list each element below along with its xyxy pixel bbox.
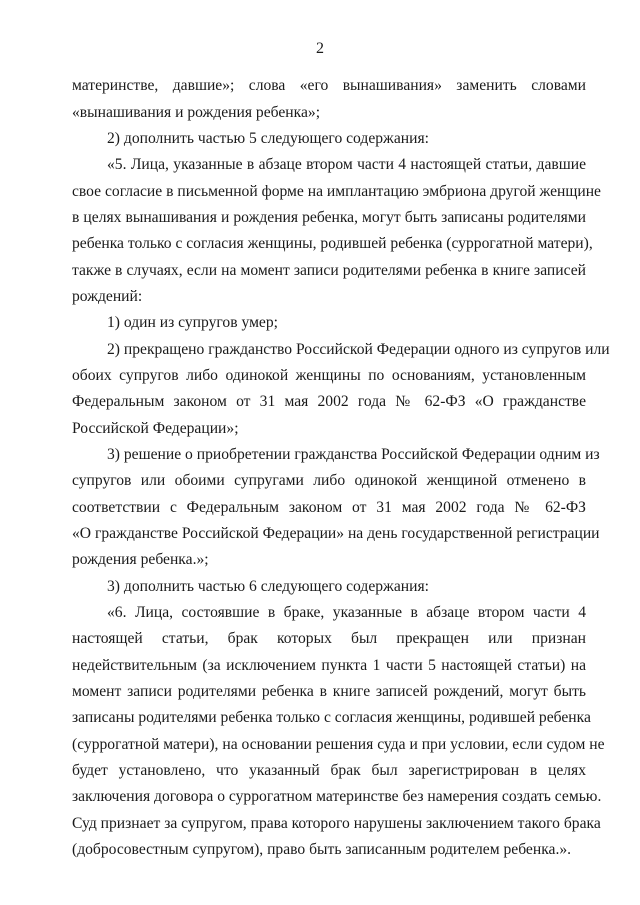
text-line-20: 3) дополнить частью 6 следующего содержания:: [107, 578, 429, 595]
text-line-26: (суррогатной матери), на основании решения суда и при условии, если судом не: [72, 736, 605, 753]
text-line-22: настоящей статьи, брак которых был прекращен или признан: [72, 630, 586, 647]
text-line-11: 2) прекращено гражданство Российской Федерации одного из супругов или: [107, 341, 610, 358]
text-line-21: «6. Лица, состоявшие в браке, указанные в абзаце втором части 4: [107, 604, 586, 621]
text-line-16: супругов или обоими супругами либо одинокой женщиной отменено в: [72, 472, 586, 489]
text-line-12: обоих супругов либо одинокой женщины по основаниям, установленным: [72, 367, 586, 384]
text-line-17: соответствии с Федеральным законом от 31 мая 2002 года № 62-ФЗ: [72, 499, 586, 516]
text-line-25: записаны родителями ребенка только с согласия женщины, родившей ребенка: [72, 709, 591, 726]
text-line-5: свое согласие в письменной форме на имплантацию эмбриона другой женщине: [72, 183, 601, 200]
text-line-28: заключения договора о суррогатном материнстве без намерения создать семью.: [72, 788, 602, 805]
text-line-27: будет установлено, что указанный брак был зарегистрирован в целях: [72, 762, 586, 779]
text-line-19: рождения ребенка.»;: [72, 551, 209, 568]
text-line-24: момент записи родителями ребенка в книге записей рождений, могут быть: [72, 683, 586, 700]
text-line-29: Суд признает за супругом, права которого нарушены заключением такого брака: [72, 815, 601, 832]
text-line-2: «вынашивания и рождения ребенка»;: [72, 104, 321, 121]
text-line-30: (добросовестным супругом), право быть записанным родителем ребенка.».: [72, 841, 572, 858]
text-line-14: Российской Федерации»;: [72, 420, 239, 437]
text-line-3: 2) дополнить частью 5 следующего содержания:: [107, 130, 429, 147]
text-line-15: 3) решение о приобретении гражданства Российской Федерации одним из: [107, 446, 600, 463]
text-line-4: «5. Лица, указанные в абзаце втором части 4 настоящей статьи, давшие: [107, 156, 586, 173]
page-number: 2: [316, 40, 324, 57]
text-line-6: в целях вынашивания и рождения ребенка, могут быть записаны родителями: [72, 209, 586, 226]
text-line-1: материнстве, давшие»; слова «его вынашивания» заменить словами: [72, 77, 586, 94]
text-line-10: 1) один из супругов умер;: [107, 314, 278, 331]
text-line-23: недействительным (за исключением пункта 1 части 5 настоящей статьи) на: [72, 657, 586, 674]
text-line-7: ребенка только с согласия женщины, родившей ребенка (суррогатной матери),: [72, 235, 593, 252]
text-line-9: рождений:: [72, 288, 143, 305]
text-line-18: «О гражданстве Российской Федерации» на день государственной регистрации: [72, 525, 600, 542]
text-line-8: также в случаях, если на момент записи родителями ребенка в книге записей: [72, 262, 586, 279]
text-line-13: Федеральным законом от 31 мая 2002 года № 62-ФЗ «О гражданстве: [72, 393, 586, 410]
